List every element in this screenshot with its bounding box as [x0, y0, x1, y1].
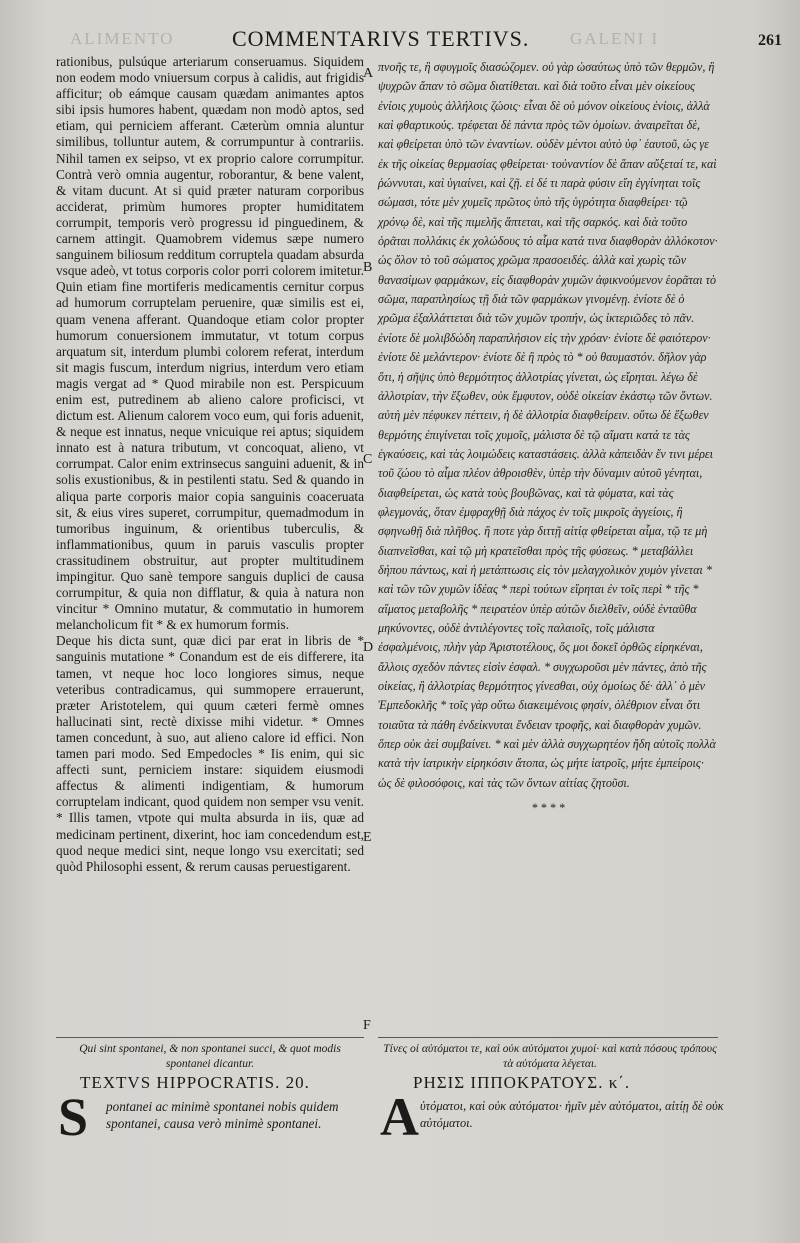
- greek-divider-rule: [378, 1037, 718, 1038]
- greek-commentary-column: [378, 58, 718, 818]
- margin-letter-a: A: [363, 66, 374, 81]
- greek-section-caption: Τίνες οἱ αὐτόματοι τε, καὶ οὐκ αὐτόματοι χυμοί· καὶ κατὰ πόσους τρόπους τὰ αὐτόματα λέγεται.: [383, 1043, 717, 1070]
- latin-divider-rule: [56, 1037, 364, 1038]
- latin-paragraph-2: Deque his dicta sunt, quæ dici par erat in libris de * sanguinis mutatione * Conandum est de eis differere, ita tamen, vt neque hoc loco longiores simus, neque veteribus contradicamus, qui summopere errauerunt, præter Aristotelem, qui quum cæteri fermè omnes hallucinati sint, rectè dixisse mihi videtur. * Omnes tamen concedunt, à suo, aut alieno calore id effici. Non tamen pari modo. Sed Empedocles * Iis enim, qui sic affecti sunt, perniciem instare: siquidem eiusmodi affectus & alimenti indigentiam, & humorum corruptelam indicant, quod quidem non semper vsu venit. * Illis tamen, vtpote qui multa absurda in iis, quæ ad medicinam pertinent, dixerint, hoc iam concedendum est, quod neque medici sint, neque longo vsu exercitati; sed quòd Philosophi essent, & rerum causas peruestigarent.: [56, 633, 364, 874]
- greek-drop-cap: Α: [380, 1087, 419, 1147]
- latin-paragraph-1: rationibus, pulsúque arteriarum conseruamus. Siquidem non eodem modo vniuersum corpus à calidis, aut frigidis afficitur; ob eámque causam quædam animantes aptos sibi ipsis humores habent, quædam non modò aptos, sed etiam, qui perniciem afferant. Cæterùm omnia aluntur similibus, tolluntur autem, & corrumpuntur à contrariis. Nihil tamen ex seipso, vt ex proprio calore corrumpitur. Contrà verò omnia augentur, roborantur, & bene valent, & vitam ducunt. At si quid præter naturam corporibus acciderat, primùm humores propter humiditatem corrumpit, temporis verò progressu id pinguedinem, & carnem attingit. Quamobrem videmus sæpe numero sanguinem biliosum redditum corruptela quadam absurda vsque adeò, vt totus corporis color porri colorem imitetur. Quin etiam fine mortiferis medicamentis cernitur corpus ad humorum corruptelam peruenire, quæ similis est ei, quam venena afferant. Quandoque etiam color propter humorum conuersionem immutatur, vt totum corpus arquatum sit, interdum plumbi colorem referat, interdum sit magis fuscum, interdum nigrius, interdum vero etiam magis vergat ad * Quod mirabile non est. Perspicuum enim est, putredinem ab alieno calore proficisci, vt dictum est. Alienum calorem voco eum, qui foris aduenit, & neque est innatus, neque vnicuique rei aptus; siquidem innato est à natura tributum, vt concoquat, alieno, vt corrumpat. Calor enim extrinsecus sanguini aduenit, & in solis exustionibus, & in pestilenti statu. Sed & quando in aliqua parte corporis maior copia sanguinis coaceruata sit, & eius vires superet, corrumpitur, quemadmodum in tumoribus inguinum, & orientibus tuberculis, & inflammationibus, quum in paruis vasculis propter crassitudinem obstruitur, aut propter multitudinem impingitur. Quo sanè tempore sanguis duplici de causa corrumpitur, & quia non difflatur, & quia à natura non vincitur * Omnino mutatur, & commutatio in humorem melancholicum fit * & ex humorum formis.: [56, 54, 364, 633]
- bleed-through-text-right: GALENI I: [570, 29, 660, 48]
- margin-letter-b: B: [363, 260, 373, 275]
- margin-letter-f: F: [363, 1018, 371, 1033]
- page-number: 261: [758, 32, 782, 49]
- greek-paragraph: πνοῆς τε, ἢ σφυγμοῖς διασώζομεν. οὐ γὰρ ὡσαύτως ὑπὸ τῶν θερμῶν, ἢ ψυχρῶν ἅπαν τὸ σῶμα διατίθεται. καὶ διὰ τοῦτο εἶναι μὲν οἰκείους ἐνίοις χυμοὺς ἀλλήλοις ζώοις· εἶναι δὲ οὐ μόνον οἰκείους ἐνίοις, ἀλλὰ καὶ φθαρτικούς. τρέφεται δὲ πάντα πρὸς τῶν ὁμοίων. ἀναιρεῖται δὲ, καὶ φθείρεται ὑπὸ τῶν ἐναντίων. οὐδὲν μέντοι αὐτὸ ὑφ᾽ ἑαυτοῦ, ὡς γε ἐκ τῆς οἰκείας θερμασίας φθείρεται· τοὐναντίον δὲ ἅπαν αὔξεταί τε, καὶ ῥώννυται, καὶ ὑγιαίνει, καὶ ζῇ. εἰ δέ τι παρὰ φύσιν εἴη ἐγγίνηται τοῖς σώμασι, τότε μὲν χυμεῖς πρῶτος ὑπὸ τῆς ὑγρότητα διαφθείρει· τῷ χρόνῳ δὲ, καὶ τῆς πιμελῆς ἅπτεται, καὶ τῆς σαρκός. καὶ διὰ τοῦτο ὁρᾶται πολλάκις ἐκ χολώδους τὸ αἷμα κατά τινα διαφθορὰν ἀλλόκοτον· ὡς ὅλον τὸ τοῦ σώματος χρῶμα πρασοειδές. ἀλλὰ καὶ χωρὶς τῶν θανασίμων φαρμάκων, εἰς διαφθορὰν χυμῶν ἀφικνούμενον ἑορᾶται τὸ σῶμα, παραπλησίως τῇ διὰ τῶν φαρμάκων γινομένῃ. ἐνίοτε δὲ ὁ χρῶμα ἐξαλλάττεται διὰ τῶν χυμῶν τροπήν, ὡς ἰκτεριῶδες τὸ πᾶν. ἐνίοτε δὲ μολιβδώδη παραπλήσιον εἰς τὴν χρόαν· ἐνίοτε δὲ φαιότερον· ἐνίοτε δὲ μελάντερον· ἐνίοτε δὲ ἢ πρὸς τὸ * οὐ θαυμαστόν. δῆλον γὰρ ὅτι, ἡ σῆψις ὑπὸ θερμότητος ἀλλοτρίας γίνεται, ὡς εἴρηται. λέγω δὲ ἀλλοτρίαν, τὴν ἔξωθεν, οὐκ ἔμφυτον, οὐδὲ οἰκείαν ἑκάστῳ τῶν ὄντων. αὐτὴ μὲν πέφυκεν πέττειν, ἡ δὲ ἀλλοτρία διαφθείρειν. οὕτω δὲ ἔξωθεν θερμότης ἐπιγίνεται τοῖς χυμοῖς, μάλιστα δὲ τῷ αἵματι κατά τε τὰς ἐγκαύσεις, καὶ τὰς λοιμώδεις καταστάσεις. ἀλλὰ κἀπειδὰν ἔν τινι μέρει τοῦ ζώου τὸ αἷμα πλέον ἀθροισθὲν, ὑπὲρ τὴν δύναμιν αὐτοῦ γένηται, διαφθείρεται, ὡς κατὰ τοὺς βουβῶνας, καὶ τὰ φύματα, καὶ τὰς φλεγμονάς, ὅταν ἐμφραχθῇ διὰ πάχος ἐν τοῖς μικροῖς ἀγγείοις, ἢ σφηνωθῇ διὰ πλῆθος. ἢ ποτε γὰρ διττῇ αἰτίᾳ φθείρεται αἷμα, τῷ τε μὴ διαπνεῖσθαι, καὶ τῷ μὴ κρατεῖσθαι πρὸς τῆς φύσεως. * μεταβάλλει δήπου πάντως, καὶ ἡ μετάπτωσις εἰς τὸν μελαγχολικὸν χυμὸν γίνεται * καὶ τῶν τῶν χυμῶν ἰδέας * περὶ τούτων εἴρηται ἐν τοῖς περὶ * τῆς * αἵματος μεταβολῆς * πειρατέον ὑπὲρ αὐτῶν διελθεῖν, οὐδὲ ἐνταῦθα μηκύνοντες, οὐδὲ ἀντιλέγοντες τοῖς παλαιοῖς, τοῖς μάλιστα ἐσφαλμένοις, πλὴν γὰρ Ἀριστοτέλους, ὅς μοι δοκεῖ ὀρθῶς εἰρηκέναι, ἄλλοις σχεδὸν πάντες εἰσὶν ἐσφαλ. * συγχωροῦσι μὲν πάντες, ἀπὸ τῆς οἰκείας, ἢ ἀλλοτρίας θερμότητος γίνεσθαι, οὐχ ὁμοίως δέ· ἀλλ᾽ ὁ μὲν Ἐμπεδοκλῆς * τοῖς γὰρ οὕτω διακειμένοις φησίν, ὀλέθριον εἶναι ὅτι τοιαῦτα τὰ πάθη ἐνδείκνυται ἔνδειαν τροφῆς, καὶ διαφθορὰν χυμῶν. ὅπερ οὐκ ἀεὶ συμβαίνει. * καὶ μὲν ἀλλὰ συγχωρητέον ἤδη αὐτοῖς πολλὰ κατὰ τὴν ἰατρικὴν εἰρηκόσιν ἄτοπα, ὡς μήτε ἰατροῖς, μήτε ἐμπείροις· ὡς δὲ φιλοσόφοις, καὶ τὰς τῶν ὄντων αἰτίας ζητοῦσι.: [378, 60, 718, 790]
- margin-letter-e: E: [363, 830, 372, 845]
- latin-section-title: TEXTVS HIPPOCRATIS. 20.: [80, 1073, 310, 1092]
- running-title: COMMENTARIVS TERTIVS.: [232, 26, 530, 51]
- bleed-through-text-left: ALIMENTO: [70, 29, 175, 48]
- greek-section-title: ΡΗΣΙΣ ΙΠΠΟΚΡΑΤΟΥΣ. κ΄.: [413, 1073, 631, 1092]
- greek-hippocrates-text: ὐτόματοι, καὶ οὐκ αὐτόματοι· ἡμῖν μὲν αὐτόματοι, αἰτίῃ δὲ οὐκ αὐτόματοι.: [420, 1099, 724, 1130]
- latin-section-caption: Qui sint spontanei, & non spontanei succi, & quot modis spontanei dicantur.: [79, 1043, 341, 1070]
- page-header: [0, 26, 800, 56]
- margin-letter-d: D: [363, 640, 374, 655]
- latin-drop-cap: S: [58, 1087, 89, 1147]
- latin-commentary-column: [56, 54, 364, 875]
- greek-stars-line: * * * *: [531, 801, 565, 816]
- latin-hippocrates-text: pontanei ac minimè spontanei nobis quidem spontanei, causa verò minimè spontanei.: [106, 1099, 339, 1131]
- margin-letter-c: C: [363, 452, 373, 467]
